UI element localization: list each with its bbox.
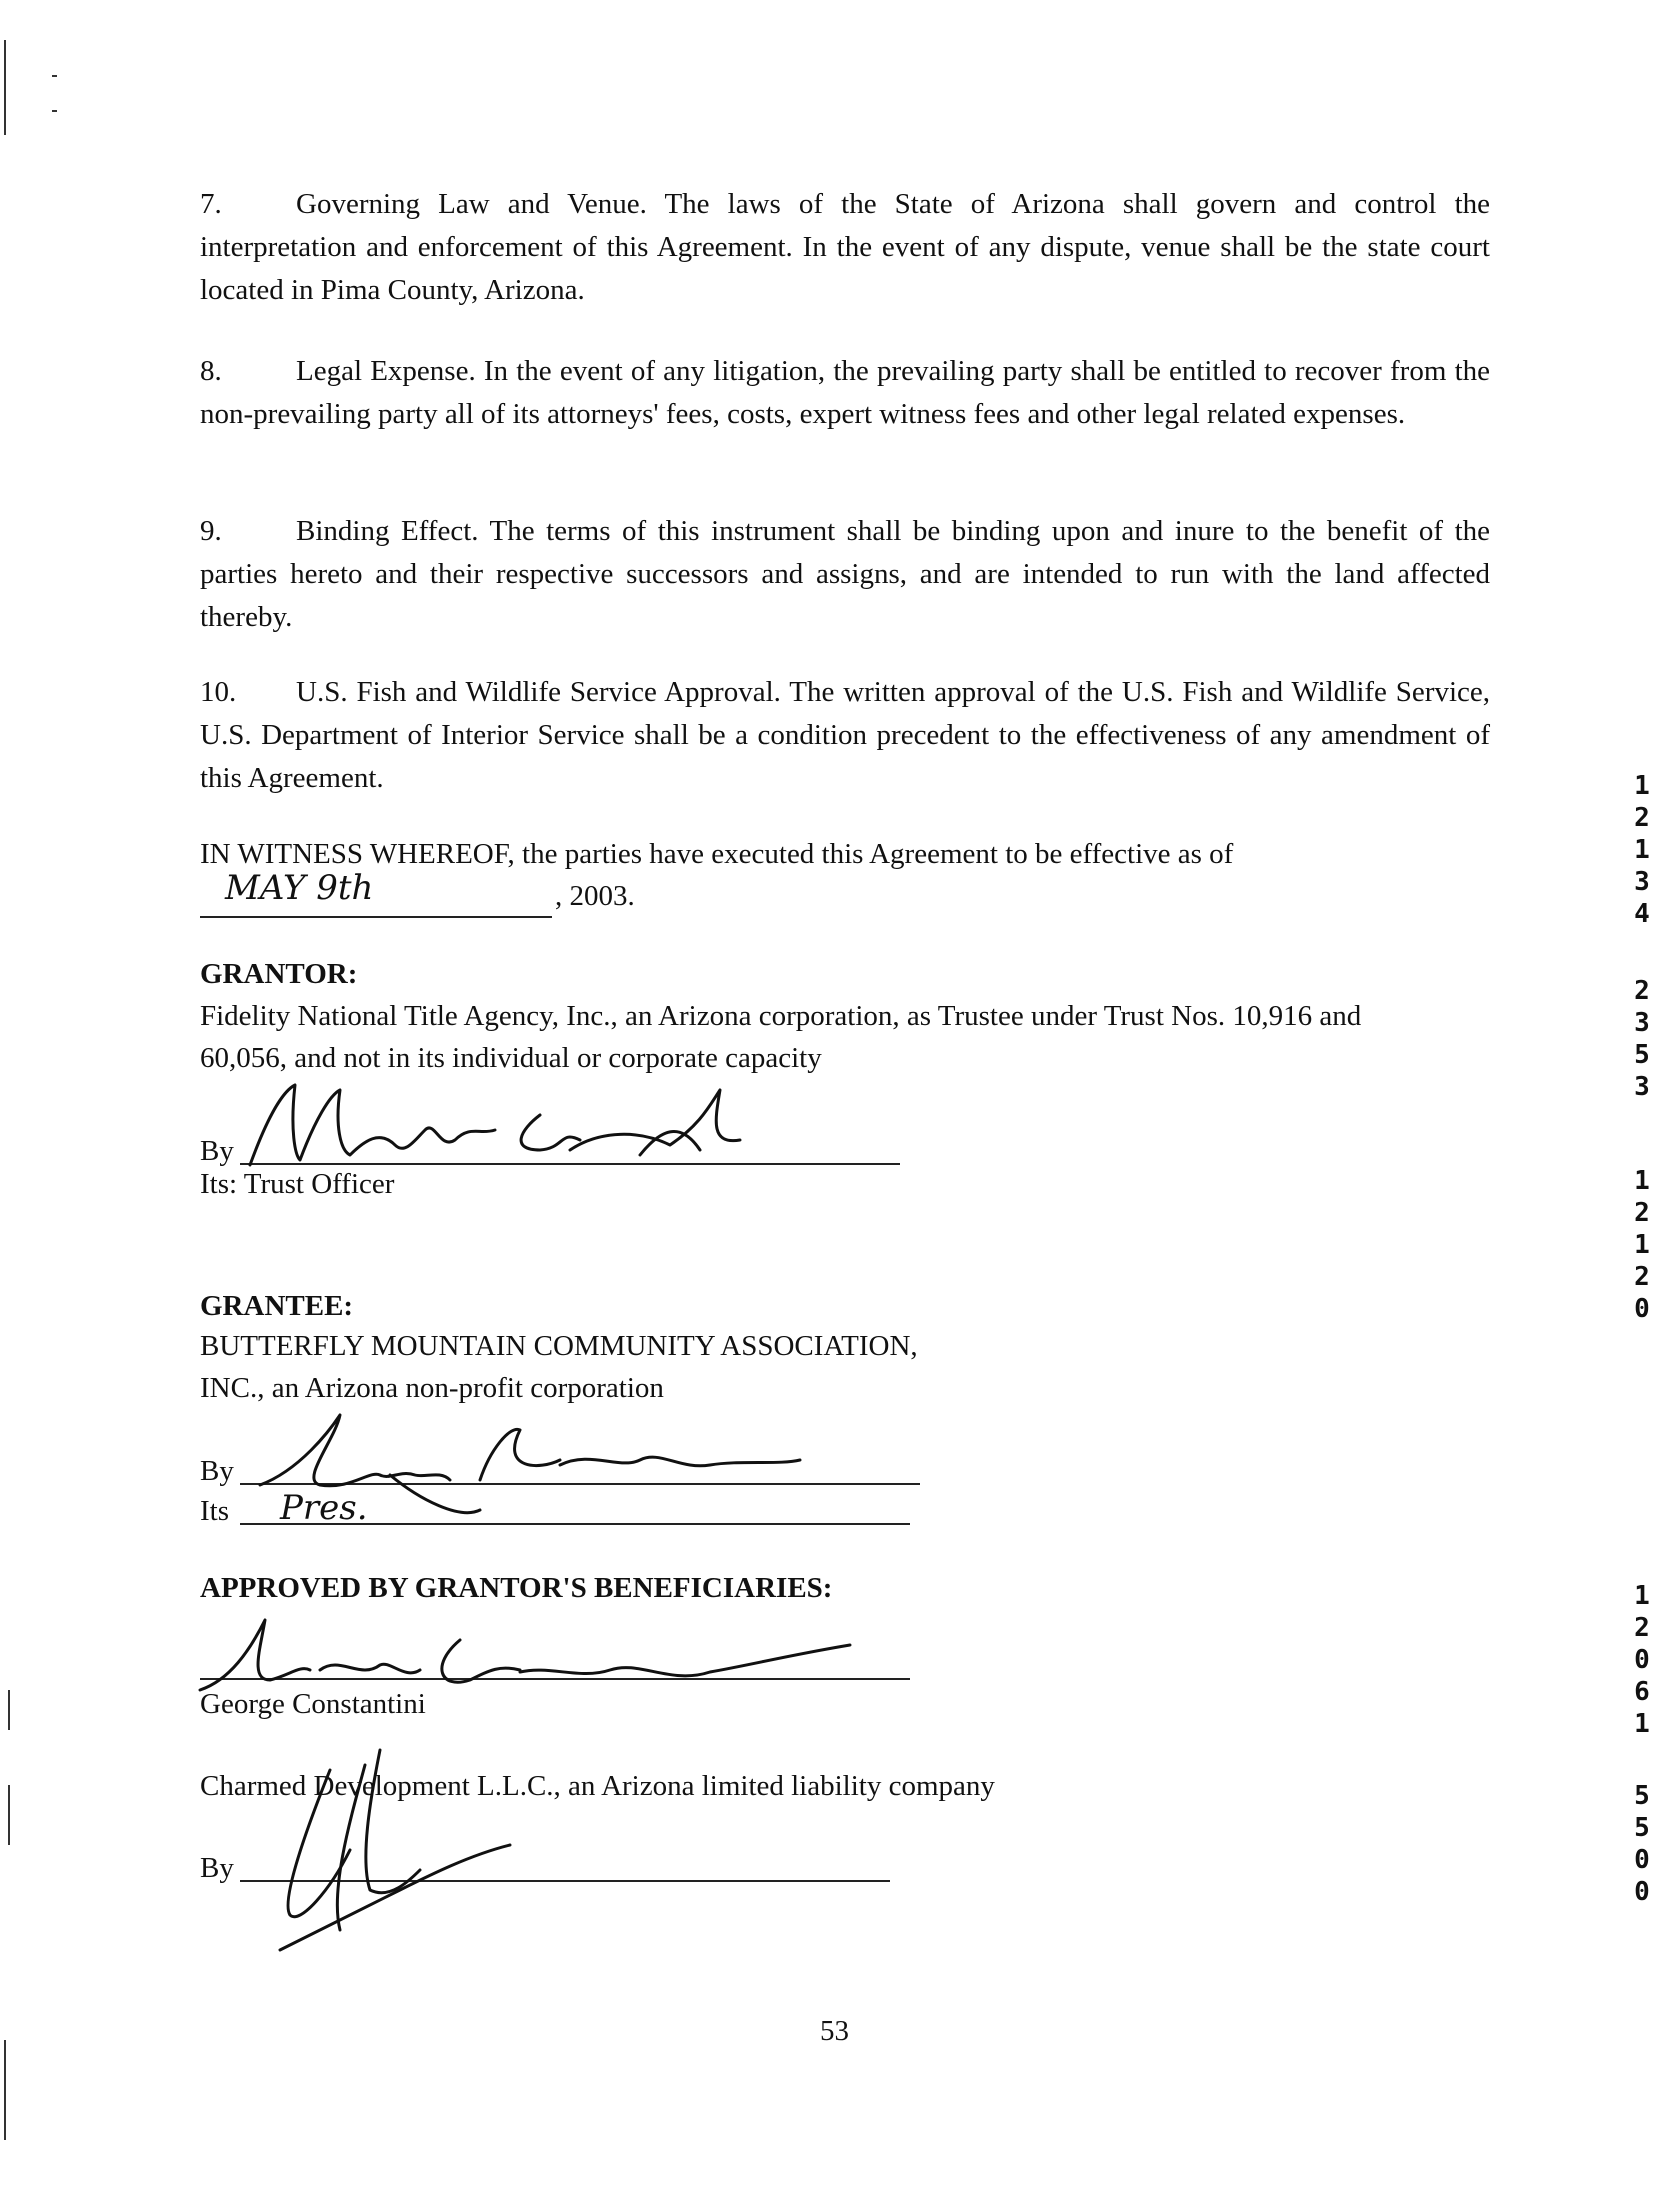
paragraph-8 (200, 350, 1490, 436)
beneficiary-2-name: Charmed Development L.L.C., an Arizona limited liability company (200, 1770, 995, 1802)
date-line (200, 916, 552, 918)
paragraph-number: 10. (200, 676, 237, 708)
grantee-by-label: By (200, 1455, 234, 1487)
paragraph-7 (200, 183, 1490, 312)
grantor-title: Its: Trust Officer (200, 1168, 395, 1200)
witness-year: , 2003. (555, 880, 635, 912)
grantee-party-line-2: INC., an Arizona non-profit corporation (200, 1372, 664, 1404)
recorder-stamp-bottom: 1 2 0 6 1 (1634, 1581, 1650, 1739)
grantee-its-label: Its (200, 1495, 229, 1527)
grantee-handwritten-title: Pres. (280, 1488, 368, 1528)
paragraph-number: 7. (200, 188, 222, 220)
grantor-party-line-1: Fidelity National Title Agency, Inc., an Arizona corporation, as Trustee under Trust Nos. 10,916 and (200, 1000, 1362, 1032)
witness-clause: IN WITNESS WHEREOF, the parties have executed this Agreement to be effective as of (200, 838, 1234, 870)
beneficiaries-heading: APPROVED BY GRANTOR'S BENEFICIARIES: (200, 1572, 833, 1604)
grantor-heading: GRANTOR: (200, 958, 358, 990)
handwritten-date: MAY 9th (225, 868, 374, 908)
scan-mark (4, 2040, 6, 2140)
paragraph-text: Binding Effect. The terms of this instrument shall be binding upon and inure to the benefit of the parties hereto and their respective successors and assigns, and are intended to run with the land affected thereby. (200, 515, 1490, 633)
beneficiary-2-by-label: By (200, 1852, 234, 1884)
grantor-party-line-2: 60,056, and not in its individual or corporate capacity (200, 1042, 822, 1074)
grantor-signature (240, 1070, 760, 1180)
grantor-by-label: By (200, 1135, 234, 1167)
page-number: 53 (820, 2015, 849, 2047)
recorder-stamp-top: 1 2 1 3 4 (1634, 771, 1650, 929)
paragraph-10 (200, 671, 1490, 800)
paragraph-9 (200, 510, 1490, 639)
recorder-stamp-end: 5 5 0 0 (1634, 1781, 1650, 1907)
scan-mark (52, 110, 57, 112)
grantee-party-line-1: BUTTERFLY MOUNTAIN COMMUNITY ASSOCIATION, (200, 1330, 918, 1362)
paragraph-text: Legal Expense. In the event of any litigation, the prevailing party shall be entitled to recover from the non-prevailing party all of its attorneys' fees, costs, expert witness fees and other legal related expenses. (200, 355, 1490, 430)
scan-mark (52, 75, 57, 77)
recorder-stamp-lower: 1 2 1 2 0 (1634, 1166, 1650, 1324)
scan-mark (8, 1785, 10, 1845)
paragraph-number: 9. (200, 515, 222, 547)
beneficiary-1-name: George Constantini (200, 1688, 426, 1720)
grantee-signature (240, 1410, 840, 1520)
paragraph-number: 8. (200, 355, 222, 387)
paragraph-text: U.S. Fish and Wildlife Service Approval. The written approval of the U.S. Fish and Wildlife Service, U.S. Department of Interior Service shall be a condition precedent to the effectiveness of any amendment of this Agreement. (200, 676, 1490, 794)
scan-mark (8, 1690, 10, 1730)
recorder-stamp-middle: 2 3 5 3 (1634, 976, 1650, 1102)
scan-mark (4, 40, 6, 135)
beneficiary-2-signature (270, 1740, 530, 1960)
grantee-heading: GRANTEE: (200, 1290, 354, 1322)
paragraph-text: Governing Law and Venue. The laws of the State of Arizona shall govern and control the interpretation and enforcement of this Agreement. In the event of any dispute, venue shall be the state court located in Pima County, Arizona. (200, 188, 1490, 306)
